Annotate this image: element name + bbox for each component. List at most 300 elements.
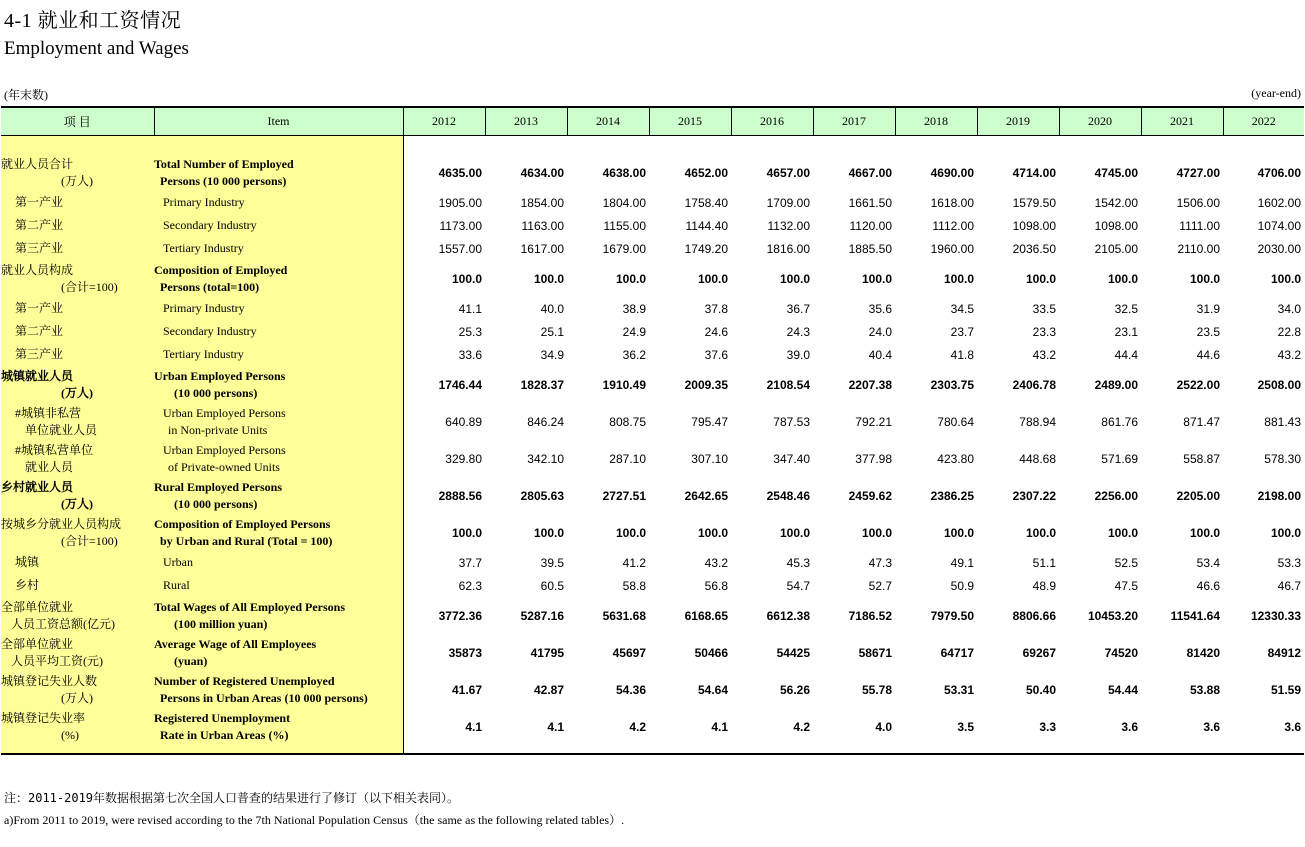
row-label-zh — [1, 708, 154, 745]
row-label-zh-line: 全部单位就业 — [1, 599, 74, 614]
value-cell: 31.9 — [1196, 301, 1220, 316]
value-cell: 100.0 — [1189, 271, 1220, 286]
value-cell: 329.80 — [445, 451, 482, 466]
value-cell: 8806.66 — [1012, 608, 1056, 623]
row-label-en-line: Rural — [163, 578, 190, 592]
value-cell: 53.3 — [1277, 555, 1301, 570]
row-label-en — [154, 514, 403, 551]
row-label-en — [154, 343, 403, 366]
value-cell: 34.9 — [540, 347, 564, 362]
value-cell: 53.88 — [1189, 682, 1220, 697]
value-cell: 25.1 — [540, 324, 564, 339]
row-label-en-line: Urban Employed Persons — [163, 405, 286, 420]
row-label-zh-line: 第三产业 — [15, 241, 64, 255]
unit-label-en: (year-end) — [1251, 86, 1301, 100]
value-cell: 780.64 — [937, 414, 974, 429]
value-cell: 1905.00 — [438, 195, 482, 210]
value-cell: 100.0 — [779, 271, 810, 286]
value-cell: 10453.20 — [1087, 608, 1138, 623]
value-cell: 36.7 — [786, 301, 810, 316]
value-cell: 100.0 — [615, 525, 646, 540]
row-label-en-line: (yuan) — [174, 653, 208, 668]
row-label-en — [154, 320, 403, 343]
value-cell: 2009.35 — [684, 377, 728, 392]
row-label-zh-line: 按城乡分就业人员构成 — [1, 516, 122, 531]
value-cell: 307.10 — [691, 451, 728, 466]
row-label-en — [154, 154, 403, 191]
value-cell: 43.2 — [1277, 347, 1301, 362]
value-cell: 4.1 — [711, 719, 728, 734]
value-cell: 100.0 — [1189, 525, 1220, 540]
value-cell: 24.0 — [868, 324, 892, 339]
value-cell: 51.59 — [1270, 682, 1301, 697]
row-label-zh-line: 人员工资总额(亿元) — [11, 616, 115, 631]
value-cell: 50466 — [694, 645, 728, 660]
value-cell: 42.87 — [533, 682, 564, 697]
table-row — [1, 551, 1304, 574]
value-cell: 571.69 — [1101, 451, 1138, 466]
row-label-zh-line: #城镇非私营 — [15, 405, 82, 420]
value-cell: 1679.00 — [602, 241, 646, 256]
value-cell: 2508.00 — [1257, 377, 1301, 392]
value-cell: 44.6 — [1196, 347, 1220, 362]
value-cell: 100.0 — [779, 525, 810, 540]
value-cell: 34.5 — [950, 301, 974, 316]
value-cell: 4727.00 — [1176, 165, 1220, 180]
table-row — [1, 514, 1304, 551]
row-label-en-line: Total Wages of All Employed Persons — [154, 599, 346, 614]
value-cell: 2205.00 — [1176, 488, 1220, 503]
value-cell: 54.64 — [697, 682, 728, 697]
value-cell: 41.8 — [950, 347, 974, 362]
value-cell: 1155.00 — [603, 218, 646, 233]
value-cell: 1854.00 — [520, 195, 564, 210]
value-cell: 808.75 — [609, 414, 646, 429]
value-cell: 47.5 — [1114, 578, 1138, 593]
value-cell: 56.26 — [779, 682, 810, 697]
footnote-zh: 注：2011-2019年数据根据第七次全国人口普查的结果进行了修订（以下相关表同）。 — [4, 791, 460, 805]
value-cell: 2307.22 — [1012, 488, 1056, 503]
value-cell: 100.0 — [697, 525, 728, 540]
value-cell: 448.68 — [1019, 451, 1056, 466]
row-label-zh — [1, 343, 154, 366]
employment-wages-table — [1, 106, 1304, 755]
row-label-en — [154, 440, 403, 477]
table-body — [1, 136, 1304, 755]
value-cell: 4706.00 — [1257, 165, 1301, 180]
value-cell: 7979.50 — [930, 608, 974, 623]
header-year: 2013 — [485, 107, 567, 136]
value-cell: 54.36 — [615, 682, 646, 697]
row-label-zh-line: (合计=100) — [61, 533, 118, 548]
value-cell: 24.6 — [704, 324, 728, 339]
value-cell: 25.3 — [458, 324, 482, 339]
value-cell: 32.5 — [1114, 301, 1138, 316]
table-spacer-row — [1, 136, 1304, 155]
value-cell: 2489.00 — [1094, 377, 1138, 392]
table-row — [1, 237, 1304, 260]
value-cell: 2110.00 — [1177, 241, 1220, 256]
row-label-zh — [1, 320, 154, 343]
value-cell: 100.0 — [615, 271, 646, 286]
value-cell: 49.1 — [950, 555, 974, 570]
row-label-en-line: (100 million yuan) — [174, 616, 268, 631]
value-cell: 1163.00 — [521, 218, 564, 233]
value-cell: 1506.00 — [1176, 195, 1220, 210]
value-cell: 52.5 — [1114, 555, 1138, 570]
row-label-en-line: Persons in Urban Areas (10 000 persons) — [160, 690, 368, 705]
row-label-en — [154, 237, 403, 260]
value-cell: 23.7 — [950, 324, 974, 339]
row-label-en-line: Primary Industry — [163, 195, 245, 209]
header-year: 2016 — [731, 107, 813, 136]
row-label-zh-line: (万人) — [61, 173, 93, 188]
value-cell: 1960.00 — [930, 241, 974, 256]
row-label-en — [154, 551, 403, 574]
value-cell: 1111.00 — [1179, 218, 1220, 233]
table-row — [1, 214, 1304, 237]
row-label-zh-line: 就业人员合计 — [1, 156, 74, 171]
value-cell: 861.76 — [1101, 414, 1138, 429]
value-cell: 1112.00 — [932, 218, 974, 233]
row-label-zh-line: (%) — [61, 727, 79, 742]
value-cell: 24.9 — [622, 324, 646, 339]
value-cell: 55.78 — [861, 682, 892, 697]
value-cell: 1557.00 — [438, 241, 482, 256]
value-cell: 100.0 — [861, 271, 892, 286]
value-cell: 81420 — [1186, 645, 1220, 660]
value-cell: 578.30 — [1264, 451, 1301, 466]
value-cell: 51.1 — [1032, 555, 1056, 570]
value-cell: 558.87 — [1183, 451, 1220, 466]
value-cell: 64717 — [940, 645, 974, 660]
value-cell: 2030.00 — [1257, 241, 1301, 256]
value-cell: 58671 — [858, 645, 892, 660]
value-cell: 1749.20 — [684, 241, 728, 256]
row-label-en-line: Total Number of Employed — [154, 156, 294, 171]
row-label-zh — [1, 597, 154, 634]
row-label-en — [154, 708, 403, 745]
value-cell: 100.0 — [943, 271, 974, 286]
header-year: 2019 — [977, 107, 1059, 136]
value-cell: 1746.44 — [438, 377, 482, 392]
value-cell: 33.6 — [458, 347, 482, 362]
value-cell: 33.5 — [1032, 301, 1056, 316]
value-cell: 60.5 — [540, 578, 564, 593]
value-cell: 1144.40 — [685, 218, 728, 233]
table-row — [1, 366, 1304, 403]
value-cell: 1709.00 — [766, 195, 810, 210]
value-cell: 1758.40 — [684, 195, 728, 210]
table-row — [1, 260, 1304, 297]
value-cell: 1910.49 — [602, 377, 646, 392]
value-cell: 1804.00 — [602, 195, 646, 210]
table-row — [1, 671, 1304, 708]
table-row — [1, 574, 1304, 597]
value-cell: 44.4 — [1114, 347, 1138, 362]
row-label-en — [154, 597, 403, 634]
value-cell: 640.89 — [445, 414, 482, 429]
row-label-en-line: Average Wage of All Employees — [154, 636, 317, 651]
value-cell: 58.8 — [622, 578, 646, 593]
table-row — [1, 343, 1304, 366]
value-cell: 41.67 — [451, 682, 482, 697]
value-cell: 287.10 — [609, 451, 646, 466]
value-cell: 787.53 — [773, 414, 810, 429]
value-cell: 1542.00 — [1094, 195, 1138, 210]
header-year: 2012 — [403, 107, 485, 136]
row-label-en-line: Rural Employed Persons — [154, 479, 283, 494]
row-label-zh — [1, 403, 154, 440]
value-cell: 881.43 — [1264, 414, 1301, 429]
row-label-en-line: (10 000 persons) — [174, 496, 258, 511]
row-label-en — [154, 366, 403, 403]
value-cell: 52.7 — [868, 578, 892, 593]
value-cell: 1885.50 — [848, 241, 892, 256]
value-cell: 2303.75 — [930, 377, 974, 392]
table-row — [1, 320, 1304, 343]
value-cell: 50.40 — [1025, 682, 1056, 697]
value-cell: 342.10 — [527, 451, 564, 466]
row-label-en-line: in Non-private Units — [168, 422, 268, 437]
value-cell: 2207.38 — [848, 377, 892, 392]
table-row — [1, 154, 1304, 191]
row-label-en — [154, 297, 403, 320]
value-cell: 377.98 — [855, 451, 892, 466]
value-cell: 37.6 — [704, 347, 728, 362]
value-cell: 54.7 — [786, 578, 810, 593]
row-label-zh — [1, 671, 154, 708]
table-row — [1, 597, 1304, 634]
row-label-zh-line: 全部单位就业 — [1, 636, 74, 651]
row-label-en-line: Persons (total=100) — [160, 279, 260, 294]
value-cell: 100.0 — [1025, 271, 1056, 286]
row-label-zh — [1, 191, 154, 214]
header-year: 2017 — [813, 107, 895, 136]
value-cell: 2888.56 — [438, 488, 482, 503]
row-label-zh — [1, 514, 154, 551]
value-cell: 45.3 — [786, 555, 810, 570]
value-cell: 4.2 — [629, 719, 646, 734]
value-cell: 2805.63 — [520, 488, 564, 503]
value-cell: 4667.00 — [848, 165, 892, 180]
page-title-en: Employment and Wages — [4, 38, 189, 59]
row-label-zh — [1, 214, 154, 237]
value-cell: 100.0 — [451, 271, 482, 286]
row-label-en — [154, 260, 403, 297]
row-label-zh-line: (合计=100) — [61, 279, 118, 294]
value-cell: 795.47 — [691, 414, 728, 429]
row-label-zh-line: 第三产业 — [15, 347, 64, 361]
table-row — [1, 708, 1304, 745]
row-label-en-line: Registered Unemployment — [154, 710, 291, 725]
value-cell: 54425 — [776, 645, 810, 660]
value-cell: 100.0 — [1107, 271, 1138, 286]
value-cell: 4.2 — [793, 719, 810, 734]
header-year: 2022 — [1223, 107, 1304, 136]
value-cell: 2386.25 — [930, 488, 974, 503]
value-cell: 37.7 — [458, 555, 482, 570]
value-cell: 53.31 — [943, 682, 974, 697]
table-row — [1, 477, 1304, 514]
value-cell: 4634.00 — [520, 165, 564, 180]
table-row — [1, 440, 1304, 477]
footnote-en: a)From 2011 to 2019, were revised according to the 7th National Population Census（the same as the following related tables）. — [4, 813, 625, 827]
row-label-en-line: Urban Employed Persons — [154, 368, 286, 383]
header-year: 2015 — [649, 107, 731, 136]
value-cell: 6168.65 — [684, 608, 728, 623]
row-label-zh-line: 城镇就业人员 — [1, 368, 74, 383]
value-cell: 39.5 — [540, 555, 564, 570]
table-header-row — [1, 107, 1304, 136]
value-cell: 1661.50 — [848, 195, 892, 210]
row-label-en-line: Composition of Employed Persons — [154, 516, 331, 531]
value-cell: 41.1 — [458, 301, 482, 316]
value-cell: 3.6 — [1121, 719, 1138, 734]
value-cell: 2198.00 — [1257, 488, 1301, 503]
table-row — [1, 634, 1304, 671]
value-cell: 45697 — [612, 645, 646, 660]
row-label-zh — [1, 477, 154, 514]
row-label-en-line: Number of Registered Unemployed — [154, 673, 335, 688]
value-cell: 43.2 — [704, 555, 728, 570]
value-cell: 4638.00 — [602, 165, 646, 180]
row-label-en-line: Persons (10 000 persons) — [160, 173, 287, 188]
header-year: 2021 — [1141, 107, 1223, 136]
value-cell: 2036.50 — [1012, 241, 1056, 256]
row-label-en-line: Urban — [163, 555, 193, 569]
value-cell: 35.6 — [868, 301, 892, 316]
row-label-zh-line: (万人) — [61, 496, 93, 511]
value-cell: 4635.00 — [438, 165, 482, 180]
header-item-en: Item — [154, 107, 403, 136]
value-cell: 39.0 — [786, 347, 810, 362]
row-label-en — [154, 214, 403, 237]
value-cell: 2105.00 — [1094, 241, 1138, 256]
value-cell: 100.0 — [1270, 271, 1301, 286]
row-label-zh — [1, 297, 154, 320]
value-cell: 62.3 — [458, 578, 482, 593]
value-cell: 2406.78 — [1012, 377, 1056, 392]
row-label-zh-line: 第二产业 — [15, 324, 64, 338]
value-cell: 2108.54 — [766, 377, 810, 392]
value-cell: 846.24 — [527, 414, 564, 429]
value-cell: 35873 — [448, 645, 482, 660]
value-cell: 2459.62 — [848, 488, 892, 503]
value-cell: 2727.51 — [602, 488, 646, 503]
value-cell: 2642.65 — [684, 488, 728, 503]
row-label-en-line: Tertiary Industry — [163, 241, 244, 255]
row-label-zh — [1, 154, 154, 191]
value-cell: 3.5 — [957, 719, 974, 734]
row-label-en-line: (10 000 persons) — [174, 385, 258, 400]
value-cell: 46.7 — [1277, 578, 1301, 593]
value-cell: 48.9 — [1032, 578, 1056, 593]
value-cell: 3.6 — [1203, 719, 1220, 734]
value-cell: 4652.00 — [684, 165, 728, 180]
value-cell: 100.0 — [533, 271, 564, 286]
value-cell: 23.3 — [1032, 324, 1056, 339]
value-cell: 40.0 — [540, 301, 564, 316]
value-cell: 100.0 — [943, 525, 974, 540]
value-cell: 788.94 — [1019, 414, 1056, 429]
row-label-zh — [1, 551, 154, 574]
row-label-zh-line: 单位就业人员 — [25, 422, 98, 437]
row-label-en-line: Rate in Urban Areas (%) — [160, 727, 289, 742]
row-label-en-line: Secondary Industry — [163, 218, 257, 232]
row-label-zh-line: 第一产业 — [15, 195, 64, 209]
value-cell: 6612.38 — [766, 608, 810, 623]
value-cell: 1617.00 — [520, 241, 564, 256]
row-label-zh-line: #城镇私营单位 — [15, 442, 94, 457]
value-cell: 54.44 — [1107, 682, 1138, 697]
row-label-en-line: of Private-owned Units — [168, 459, 280, 474]
row-label-en-line: Secondary Industry — [163, 324, 257, 338]
value-cell: 84912 — [1267, 645, 1301, 660]
value-cell: 53.4 — [1196, 555, 1220, 570]
unit-label-zh: (年末数) — [4, 88, 48, 102]
value-cell: 1120.00 — [849, 218, 892, 233]
value-cell: 24.3 — [786, 324, 810, 339]
header-year: 2018 — [895, 107, 977, 136]
value-cell: 347.40 — [773, 451, 810, 466]
page-title-zh: 4-1 就业和工资情况 — [4, 10, 182, 32]
value-cell: 100.0 — [1025, 525, 1056, 540]
value-cell: 22.8 — [1277, 324, 1301, 339]
value-cell: 1602.00 — [1257, 195, 1301, 210]
row-label-zh-line: 第二产业 — [15, 218, 64, 232]
row-label-zh-line: 城镇登记失业率 — [1, 710, 86, 725]
row-label-zh-line: (万人) — [61, 690, 93, 705]
table-spacer-row — [1, 745, 1304, 754]
value-cell: 74520 — [1104, 645, 1138, 660]
row-label-en — [154, 477, 403, 514]
value-cell: 100.0 — [533, 525, 564, 540]
row-label-zh-line: 城镇 — [15, 555, 40, 569]
value-cell: 1173.00 — [439, 218, 482, 233]
value-cell: 4714.00 — [1012, 165, 1056, 180]
row-label-en-line: Composition of Employed — [154, 262, 288, 277]
value-cell: 41795 — [530, 645, 564, 660]
value-cell: 3.3 — [1039, 719, 1056, 734]
value-cell: 7186.52 — [848, 608, 892, 623]
table-row — [1, 403, 1304, 440]
row-label-zh-line: 乡村 — [15, 578, 40, 592]
row-label-zh — [1, 574, 154, 597]
row-label-en-line: by Urban and Rural (Total = 100) — [160, 533, 333, 548]
value-cell: 1098.00 — [1094, 218, 1138, 233]
value-cell: 46.6 — [1196, 578, 1220, 593]
header-item-zh: 项 目 — [1, 107, 154, 136]
row-label-zh-line: 乡村就业人员 — [1, 479, 74, 494]
header-year: 2020 — [1059, 107, 1141, 136]
table-row — [1, 297, 1304, 320]
value-cell: 11541.64 — [1170, 608, 1220, 623]
value-cell: 100.0 — [697, 271, 728, 286]
row-label-zh — [1, 634, 154, 671]
value-cell: 100.0 — [861, 525, 892, 540]
value-cell: 40.4 — [868, 347, 892, 362]
value-cell: 43.2 — [1032, 347, 1056, 362]
value-cell: 5631.68 — [602, 608, 646, 623]
value-cell: 100.0 — [1270, 525, 1301, 540]
table-row — [1, 191, 1304, 214]
row-label-en-line: Urban Employed Persons — [163, 442, 286, 457]
value-cell: 4657.00 — [766, 165, 810, 180]
row-label-zh — [1, 366, 154, 403]
value-cell: 3772.36 — [438, 608, 482, 623]
row-label-en — [154, 634, 403, 671]
